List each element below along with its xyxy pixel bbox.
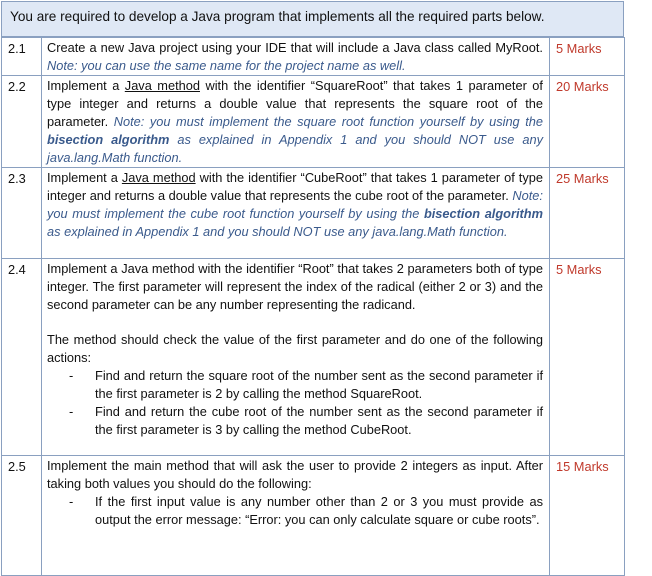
bisection-algorithm-emphasis: bisection algorithm [423,206,543,221]
bullet-dash: - [69,368,74,383]
task-marks: 5 Marks [550,38,625,76]
task-text: Implement a [47,170,122,185]
task-text-cont: with the identifier “CubeRoot” that takes 1 parameter of type integer and returns a double value that represents the cube root of the parameter. [47,170,543,203]
task-note: Note: you can use the same name for the project name as well. [47,58,406,73]
bisection-algorithm-emphasis: bisection algorithm [47,132,170,147]
note-text: Note: you must implement the square root function yourself by using the [108,114,543,129]
task-text: Create a new Java project using your IDE that will include a Java class called MyRoot. [47,40,543,55]
note-text-cont: as explained in Appendix 1 and you should NOT use any java.lang.Math function. [47,224,508,239]
java-method-link[interactable]: Java method [121,170,196,185]
bullet-dash: - [69,404,74,419]
bullet-item [47,493,543,529]
task-marks: 15 Marks [550,456,625,576]
bullet-text: If the first input value is any number other than 2 or 3 you must provide as output the error message: “Error: you can only calculate square or cube roots”. [95,494,543,527]
task-text: Implement a [47,78,125,93]
tasks-table [1,37,625,576]
note-text-cont: as explained in Appendix 1 and you should NOT use any java.lang.Math function. [47,132,543,165]
task-paragraph: Implement a Java method with the identifier “Root” that takes 2 parameters both of type integer. The first parameter will represent the index of the radical (either 2 or 3) and the second parameter can be any number representing the radicand. [47,261,543,312]
task-description [42,38,550,76]
task-marks: 25 Marks [550,168,625,259]
task-marks: 5 Marks [550,259,625,456]
task-description [42,76,550,168]
bullet-text: Find and return the square root of the number sent as the second parameter if the first parameter is 2 by calling the method SquareRoot. [95,368,543,401]
task-marks: 20 Marks [550,76,625,168]
task-paragraph: Implement the main method that will ask the user to provide 2 integers as input. After taking both values you should do the following: [47,458,543,491]
task-description [42,168,550,259]
task-description [42,259,550,456]
task-note [47,114,543,165]
task-number: 2.5 [2,456,42,576]
bullet-text: Find and return the cube root of the number sent as the second parameter if the first parameter is 3 by calling the method CubeRoot. [95,404,543,437]
task-number: 2.4 [2,259,42,456]
instructions-header: You are required to develop a Java program that implements all the required parts below. [1,1,624,37]
task-text-cont: with the identifier “SquareRoot” that takes 1 parameter of type integer and returns a double value that represents the square root of the parameter. [47,78,543,129]
task-description [42,456,550,576]
bullet-item [47,367,543,403]
task-number: 2.3 [2,168,42,259]
bullet-item [47,403,543,439]
task-number: 2.1 [2,38,42,76]
task-row-2-2 [2,76,625,168]
task-paragraph: The method should check the value of the first parameter and do one of the following actions: [47,332,543,365]
bullet-dash: - [69,494,74,509]
task-row-2-4 [2,259,625,456]
paragraph-spacer [47,314,543,331]
task-row-2-5 [2,456,625,576]
task-row-2-3 [2,168,625,259]
note-text: Note: you must implement the cube root function yourself by using the [47,188,543,221]
task-number: 2.2 [2,76,42,168]
task-row-2-1 [2,38,625,76]
java-method-link[interactable]: Java method [124,78,200,93]
